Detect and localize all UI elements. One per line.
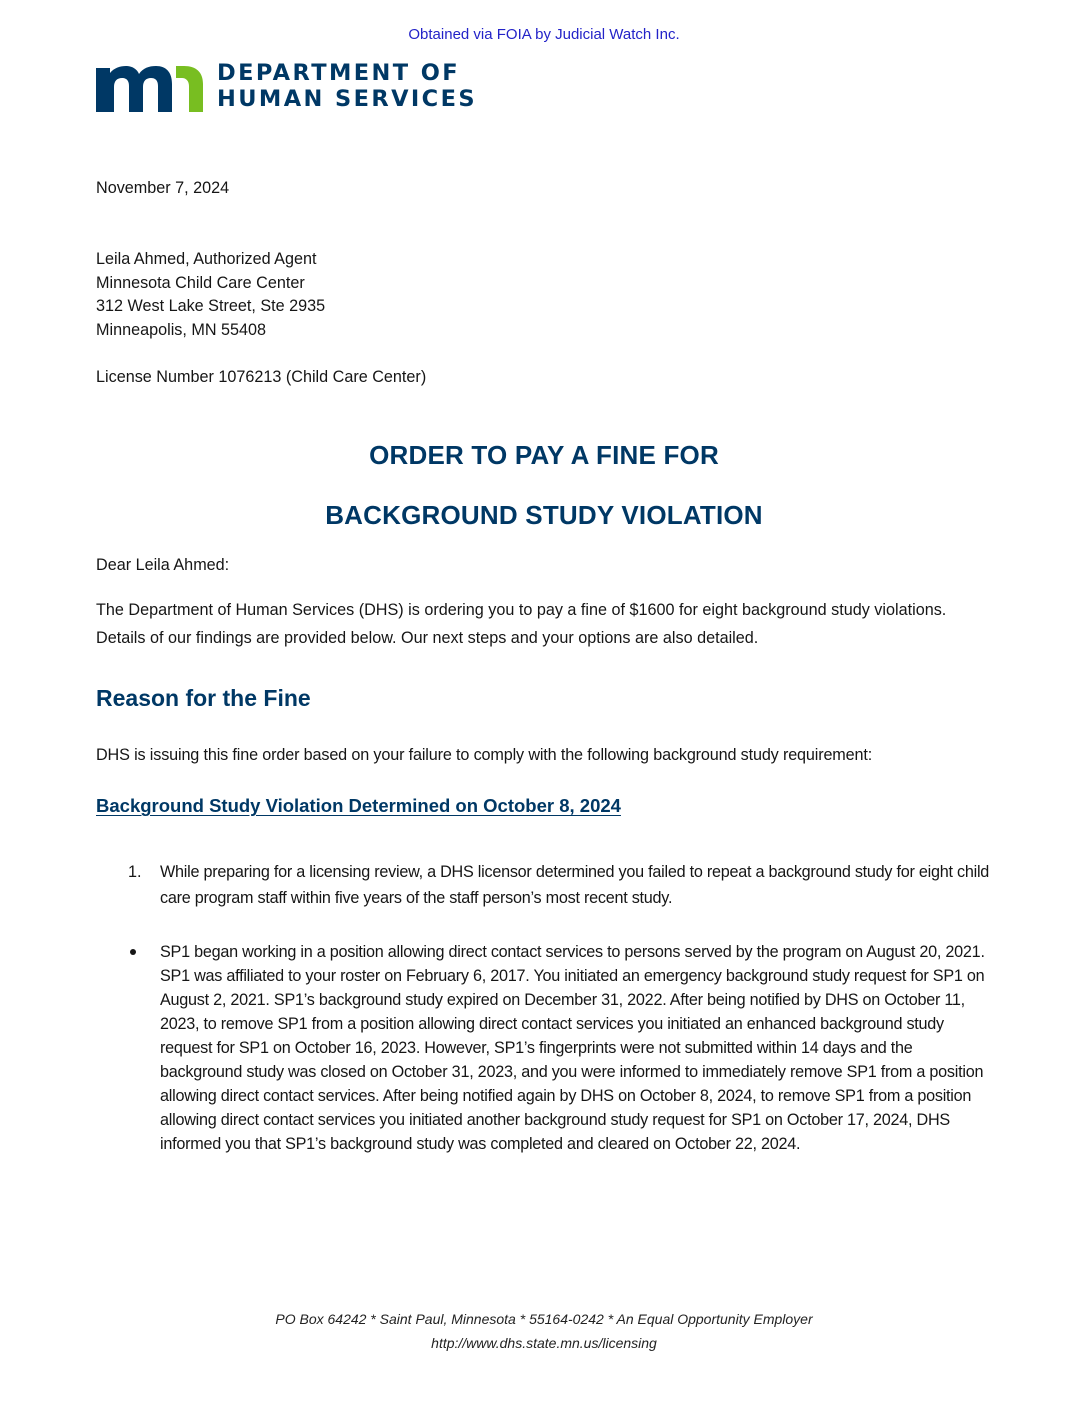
org-name [217,60,477,112]
footer-url: http://www.dhs.state.mn.us/licensing [431,1335,657,1351]
document-title-line1: ORDER TO PAY A FINE FOR [369,440,719,470]
foia-watermark: Obtained via FOIA by Judicial Watch Inc. [408,26,680,43]
recipient-city: Minneapolis, MN 55408 [96,320,267,339]
org-name-line2: HUMAN SERVICES [217,86,477,112]
list-item-text: SP1 began working in a position allowing direct contact services to persons served by the program on August 20, 2021. SP1 was affiliated to your roster on February 6, 2017. You initiated an emergency background study request for SP1 on August 2, 2021. SP1’s background study expired on December 31, 2022. After being notified by DHS on October 11, 2023, to remove SP1 from a position allowing direct contact services you initiated an enhanced background study request for SP1 on October 16, 2023. However, SP1’s fingerprints were not submitted within 14 days and the background study was closed on October 31, 2023, and you were informed to immediately remove SP1 from a position allowing direct contact services. After being notified again by DHS on October 8, 2024, to remove SP1 from a position allowing direct contact services you initiated another background study request for SP1 on October 17, 2024, DHS informed you that SP1’s background study was completed and cleared on October 22, 2024. [160,943,985,1153]
letter-date: November 7, 2024 [96,179,230,197]
mn-logo-icon [96,64,204,112]
footer-address: PO Box 64242 * Saint Paul, Minnesota * 55164-0242 * An Equal Opportunity Employer [275,1311,813,1327]
recipient-address [96,248,325,342]
recipient-street: 312 West Lake Street, Ste 2935 [96,297,326,315]
org-name-line1: DEPARTMENT OF [217,60,461,86]
section-heading: Reason for the Fine [96,685,311,711]
numbered-list-item [128,859,998,911]
document-title-line2: BACKGROUND STUDY VIOLATION [325,500,763,530]
salutation: Dear Leila Ahmed: [96,556,230,574]
license-number: License Number 1076213 (Child Care Center) [96,368,427,386]
recipient-organization: Minnesota Child Care Center [96,273,305,292]
bullet-list-item [128,940,998,1156]
reason-paragraph: DHS is issuing this fine order based on your failure to comply with the following background study requirement: [96,746,873,764]
bullet-icon [130,949,136,955]
intro-paragraph: The Department of Human Services (DHS) is ordering you to pay a fine of $1600 for eight background study violations. Details of our findings are provided below. Our next steps and your options are also detailed. [96,601,947,647]
recipient-name: Leila Ahmed, Authorized Agent [96,250,317,268]
list-number: 1. [128,863,142,881]
subsection-heading: Background Study Violation Determined on October 8, 2024 [96,795,621,816]
list-item-text: While preparing for a licensing review, a DHS licensor determined you failed to repeat a background study for eight child care program staff within five years of the staff person’s most recent study. [160,863,990,907]
